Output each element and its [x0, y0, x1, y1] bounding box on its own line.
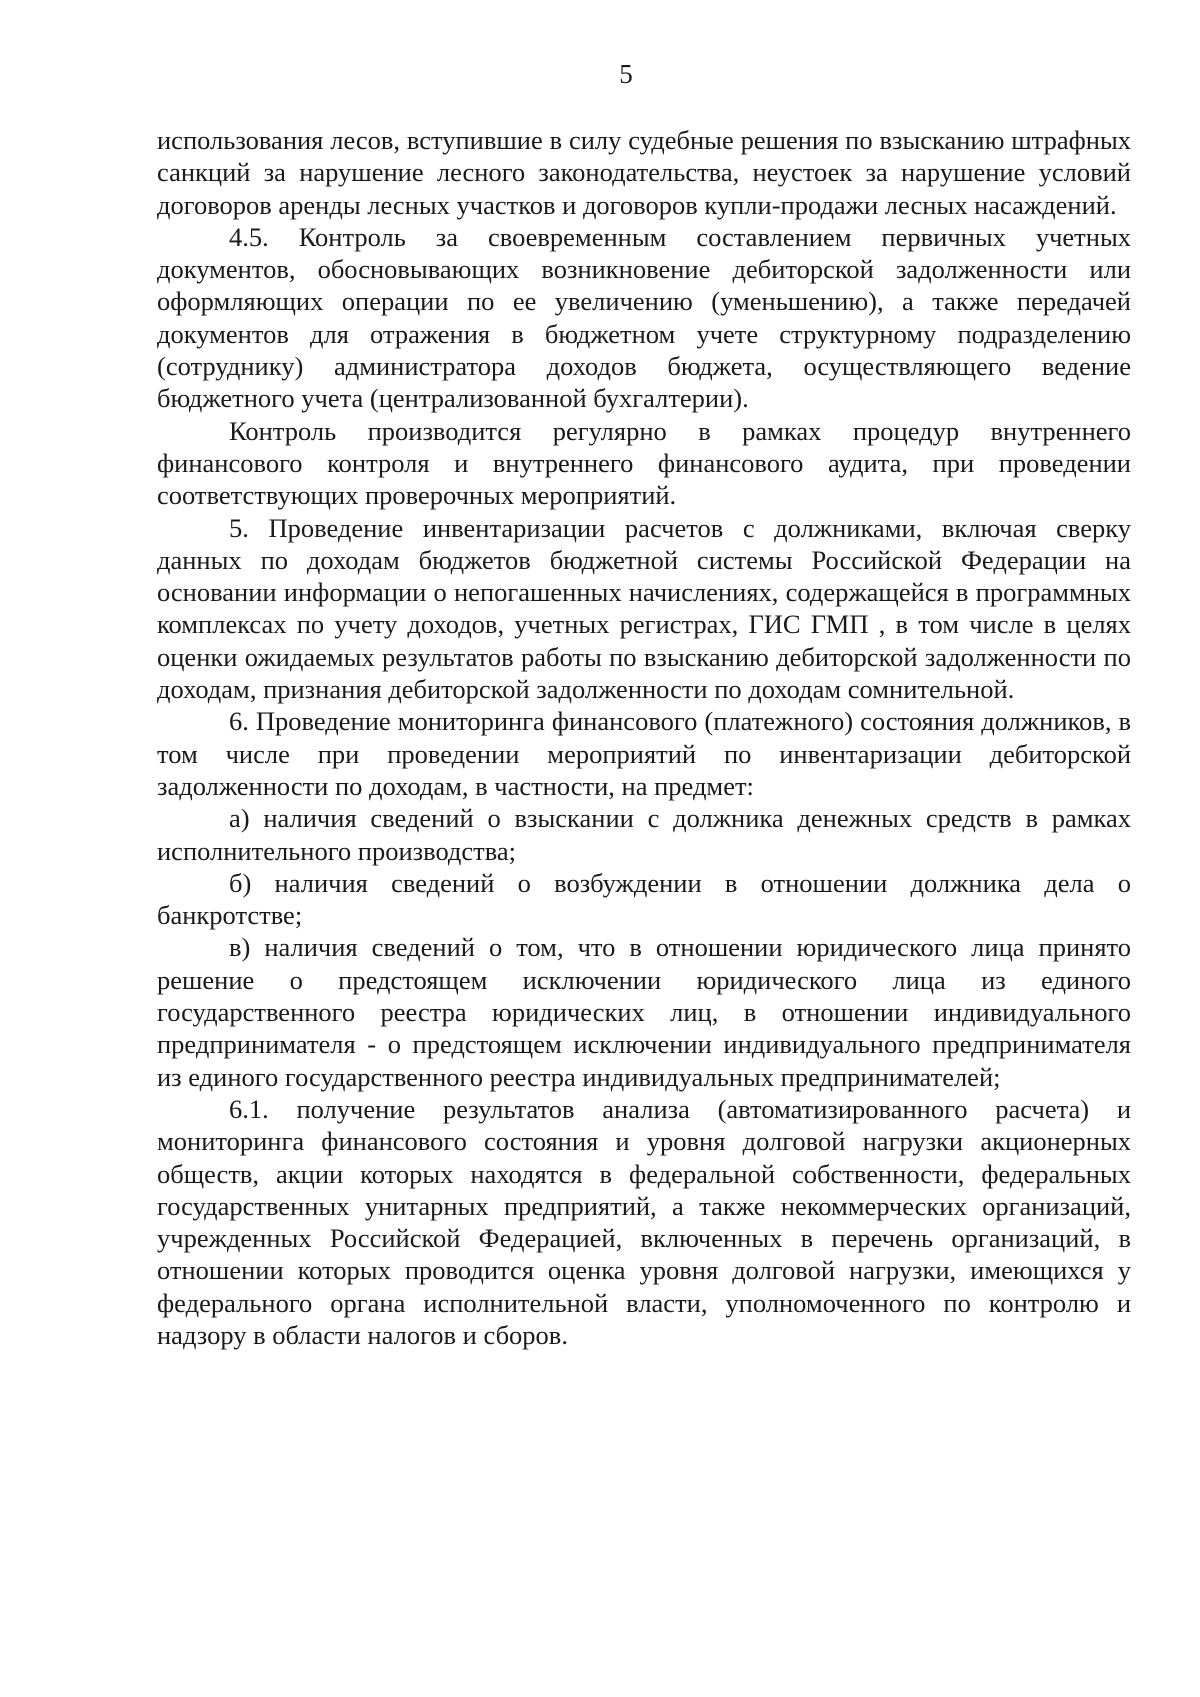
paragraph-6-a: а) наличия сведений о взыскании с должника денежных средств в рамках исполнительного производства; — [157, 803, 1131, 866]
paragraph-6-1: 6.1. получение результатов анализа (автоматизированного расчета) и мониторинга финансового состояния и уровня долговой нагрузки акционерных обществ, акции которых находятся в федеральной собственности, федеральных государственных унитарных предприятий, а также некоммерческих организаций, учрежденных Российской Федерацией, включенных в перечень организаций, в отношении которых проводится оценка уровня долговой нагрузки, имеющихся у федерального органа исполнительной власти, уполномоченного по контролю и надзору в области налогов и сборов. — [157, 1093, 1131, 1350]
paragraph-6: 6. Проведение мониторинга финансового (платежного) состояния должников, в том числе при проведении мероприятий по инвентаризации дебиторской задолженности по доходам, в частности, на предмет: — [157, 706, 1131, 801]
page-number: 5 — [619, 59, 633, 89]
paragraph-6-b: б) наличия сведений о возбуждении в отношении должника дела о банкротстве; — [157, 867, 1131, 931]
paragraph-5: 5. Проведение инвентаризации расчетов с должниками, включая сверку данных по доходам бюджетов бюджетной системы Российской Федерации на основании информации о непогашенных начислениях, содержащейся в программных комплексах по учету доходов, учетных регистрах, ГИС ГМП , в том числе в целях оценки ожидаемых результатов работы по взысканию дебиторской задолженности по доходам, признания дебиторской задолженности по доходам сомнительной. — [157, 512, 1131, 705]
document-body — [157, 124, 1131, 1351]
paragraph-6-v: в) наличия сведений о том, что в отношении юридического лица принято решение о предстоящем исключении юридического лица из единого государственного реестра юридических лиц, в отношении индивидуального предпринимателя - о предстоящем исключении индивидуального предпринимателя из единого государственного реестра индивидуальных предпринимателей; — [157, 932, 1131, 1092]
paragraph-control: Контроль производится регулярно в рамках процедур внутреннего финансового контроля и внутреннего финансового аудита, при проведении соответствующих проверочных мероприятий. — [157, 415, 1131, 511]
paragraph-4-5: 4.5. Контроль за своевременным составлением первичных учетных документов, обосновывающих возникновение дебиторской задолженности или оформляющих операции по ее увеличению (уменьшению), а также передачей документов для отражения в бюджетном учете структурному подразделению (сотруднику) администратора доходов бюджета, осуществляющего ведение бюджетного учета (централизованной бухгалтерии). — [157, 221, 1131, 414]
paragraph-continuation: использования лесов, вступившие в силу судебные решения по взысканию штрафных санкций за нарушение лесного законодательства, неустоек за нарушение условий договоров аренды лесных участков и договоров купли-продажи лесных насаждений. — [157, 125, 1131, 220]
